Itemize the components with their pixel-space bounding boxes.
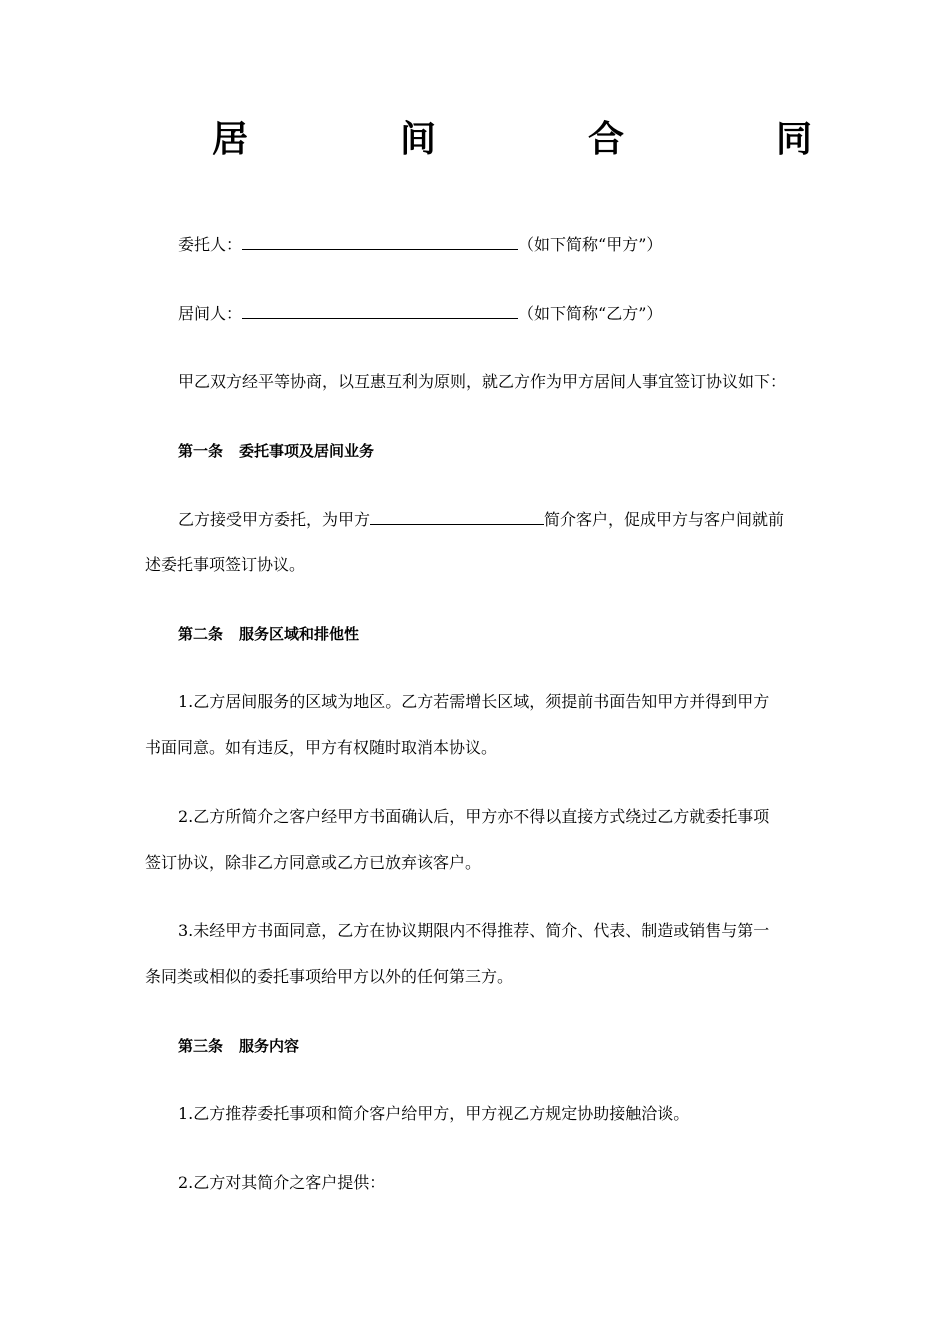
broker-blank (242, 302, 518, 319)
article3-item1: 1.乙方推荐委托事项和简介客户给甲方，甲方视乙方规定协助接触洽谈。 (178, 1104, 690, 1123)
client-line (178, 233, 662, 256)
client-blank (242, 233, 518, 250)
article2-heading (178, 623, 359, 645)
title-char: 合 (587, 119, 624, 160)
title-char: 间 (399, 119, 436, 160)
intro-paragraph: 甲乙双方经平等协商，以互惠互利为原则，就乙方作为甲方居间人事宜签订协议如下： (178, 372, 787, 391)
article2-item1-line1: 1.乙方居间服务的区域为地区。乙方若需增长区域，须提前书面告知甲方并得到甲方 (178, 692, 770, 711)
client-label: 委托人： (178, 235, 243, 254)
broker-line (178, 302, 662, 325)
article1-text-after: 简介客户，促成甲方与客户间就前 (544, 510, 785, 529)
article3-heading (178, 1035, 299, 1057)
article2-title: 服务区域和排他性 (239, 625, 360, 643)
article2-item2-line1: 2.乙方所简介之客户经甲方书面确认后，甲方亦不得以直接方式绕过乙方就委托事项 (178, 807, 770, 826)
article1-blank (370, 508, 544, 525)
article3-title: 服务内容 (239, 1037, 300, 1055)
broker-suffix: （如下简称“乙方”） (518, 304, 663, 323)
article2-item1-line2: 书面同意。如有违反，甲方有权随时取消本协议。 (145, 738, 498, 757)
document-title (212, 114, 812, 166)
article1-line1 (178, 508, 784, 531)
title-char: 居 (212, 119, 249, 160)
article2-number: 第二条 (178, 625, 224, 643)
client-suffix: （如下简称“甲方”） (518, 235, 663, 254)
article3-number: 第三条 (178, 1037, 224, 1055)
article1-heading (178, 440, 374, 462)
broker-label: 居间人： (178, 304, 243, 323)
article1-line2: 述委托事项签订协议。 (145, 555, 306, 574)
article3-item2: 2.乙方对其简介之客户提供： (178, 1173, 386, 1192)
article2-item2-line2: 签订协议，除非乙方同意或乙方已放弃该客户。 (145, 853, 482, 872)
article2-item3-line2: 条同类或相似的委托事项给甲方以外的任何第三方。 (145, 967, 514, 986)
title-char: 同 (775, 119, 812, 160)
article1-text-before: 乙方接受甲方委托，为甲方 (178, 510, 371, 529)
article1-number: 第一条 (178, 442, 224, 460)
article1-title: 委托事项及居间业务 (239, 442, 375, 460)
article2-item3-line1: 3.未经甲方书面同意，乙方在协议期限内不得推荐、简介、代表、制造或销售与第一 (178, 921, 770, 940)
